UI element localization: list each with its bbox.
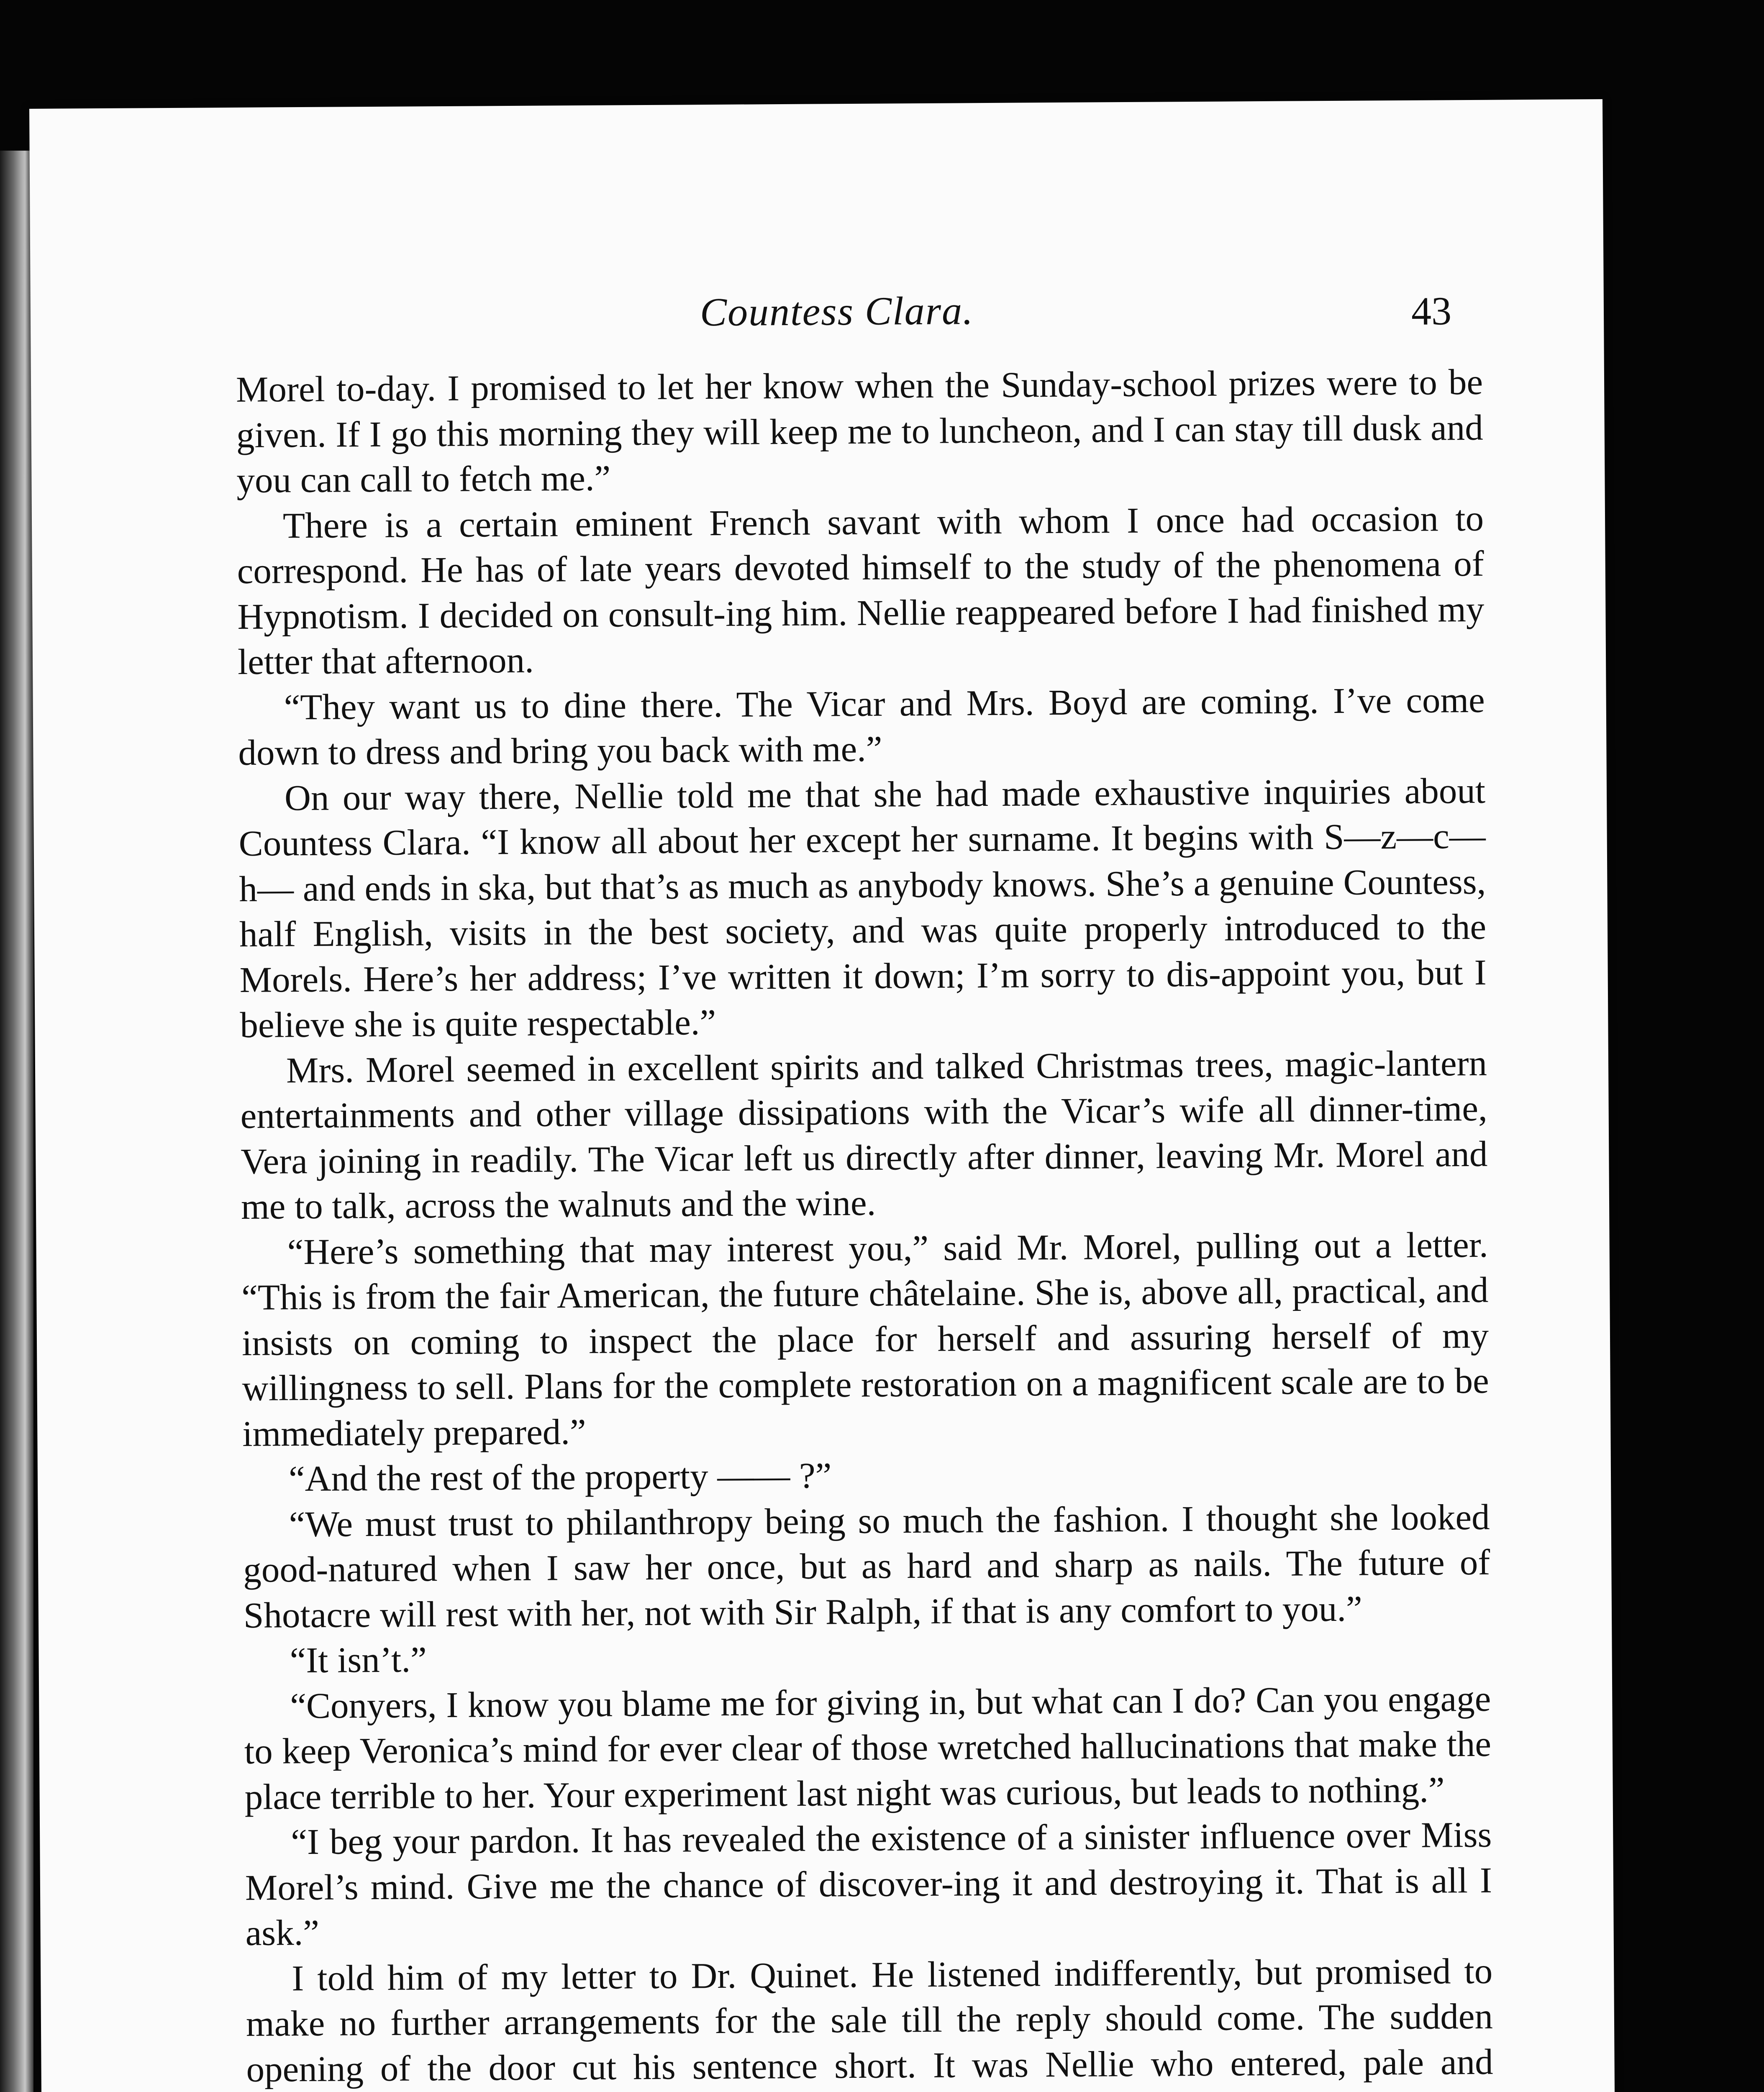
- paragraph: “It isn’t.”: [290, 1639, 427, 1681]
- body-text: [236, 359, 1494, 2092]
- paragraph: “And the rest of the property —— ?”: [288, 1455, 832, 1499]
- book-binding: [0, 151, 33, 2092]
- paragraph: “Conyers, I know you blame me for giving in, but what can I do? Can you engage to keep Veronica’s mind for ever clear of those wretched hallucinations that make the place terrible to her. Your experiment last night was curious, but leads to nothing.”: [244, 1678, 1492, 1817]
- paragraph: Morel to-day. I promised to let her know when the Sunday-school prizes were to be given. If I go this morning they will keep me to luncheon, and I can stay till dusk and you can call to fetch me.”: [236, 361, 1484, 500]
- page-header: [31, 283, 1604, 351]
- running-title: Countess Clara.: [700, 288, 974, 335]
- paragraph: “They want us to dine there. The Vicar and Mrs. Boyd are coming. I’ve come down to dress and bring you back with me.”: [238, 679, 1485, 773]
- paragraph: There is a certain eminent French savant with whom I once had occasion to correspond. He has of late years devoted himself to the study of the phenomena of Hypnotism. I decided on consult-ing him. Nellie reappeared before I had finished my letter that afternoon.: [237, 497, 1485, 682]
- paragraph: On our way there, Nellie told me that she had made exhaustive inquiries about Countess Clara. “I know all about her except her surname. It begins with S—z—c—h— and ends in ska, but that’s as much as anybody knows. She’s a genuine Countess, half English, visits in the best society, and was quite properly introduced to the Morels. Here’s her address; I’ve written it down; I’m sorry to dis-appoint you, but I believe she is quite respectable.”: [238, 770, 1487, 1045]
- page-number: 43: [1411, 288, 1452, 333]
- paragraph: Mrs. Morel seemed in excellent spirits and talked Christmas trees, magic-lantern entertainments and other village dissipations with the Vicar’s wife all dinner-time, Vera joining in readily. The Vicar left us directly after dinner, leaving Mr. Morel and me to talk, across the walnuts and the wine.: [240, 1042, 1488, 1227]
- paragraph: “We must trust to philanthropy being so much the fashion. I thought she looked good-natured when I saw her once, but as hard and sharp as nails. The future of Shotacre will rest with her, not with Sir Ralph, if that is any comfort to you.”: [243, 1496, 1490, 1636]
- paragraph: “Here’s something that may interest you,” said Mr. Morel, pulling out a letter. “This is from the fair American, the future châtelaine. She is, above all, practical, and insists on coming to inspect the place for herself and assuring herself of my willingness to sell. Plans for the complete restoration on a magnificent scale are to be immediately prepared.”: [241, 1224, 1489, 1454]
- paragraph: “I beg your pardon. It has revealed the existence of a sinister influence over Miss Morel’s mind. Give me the chance of discover-ing it and destroying it. That is all I ask.”: [245, 1814, 1492, 1953]
- paragraph: I told him of my letter to Dr. Quinet. He listened indifferently, but promised to make no further arrangements for the sale till the reply should come. The sudden opening of the door cut his sentence short. It was Nellie who entered, pale and: [246, 1950, 1493, 2089]
- book-page: [29, 99, 1619, 2092]
